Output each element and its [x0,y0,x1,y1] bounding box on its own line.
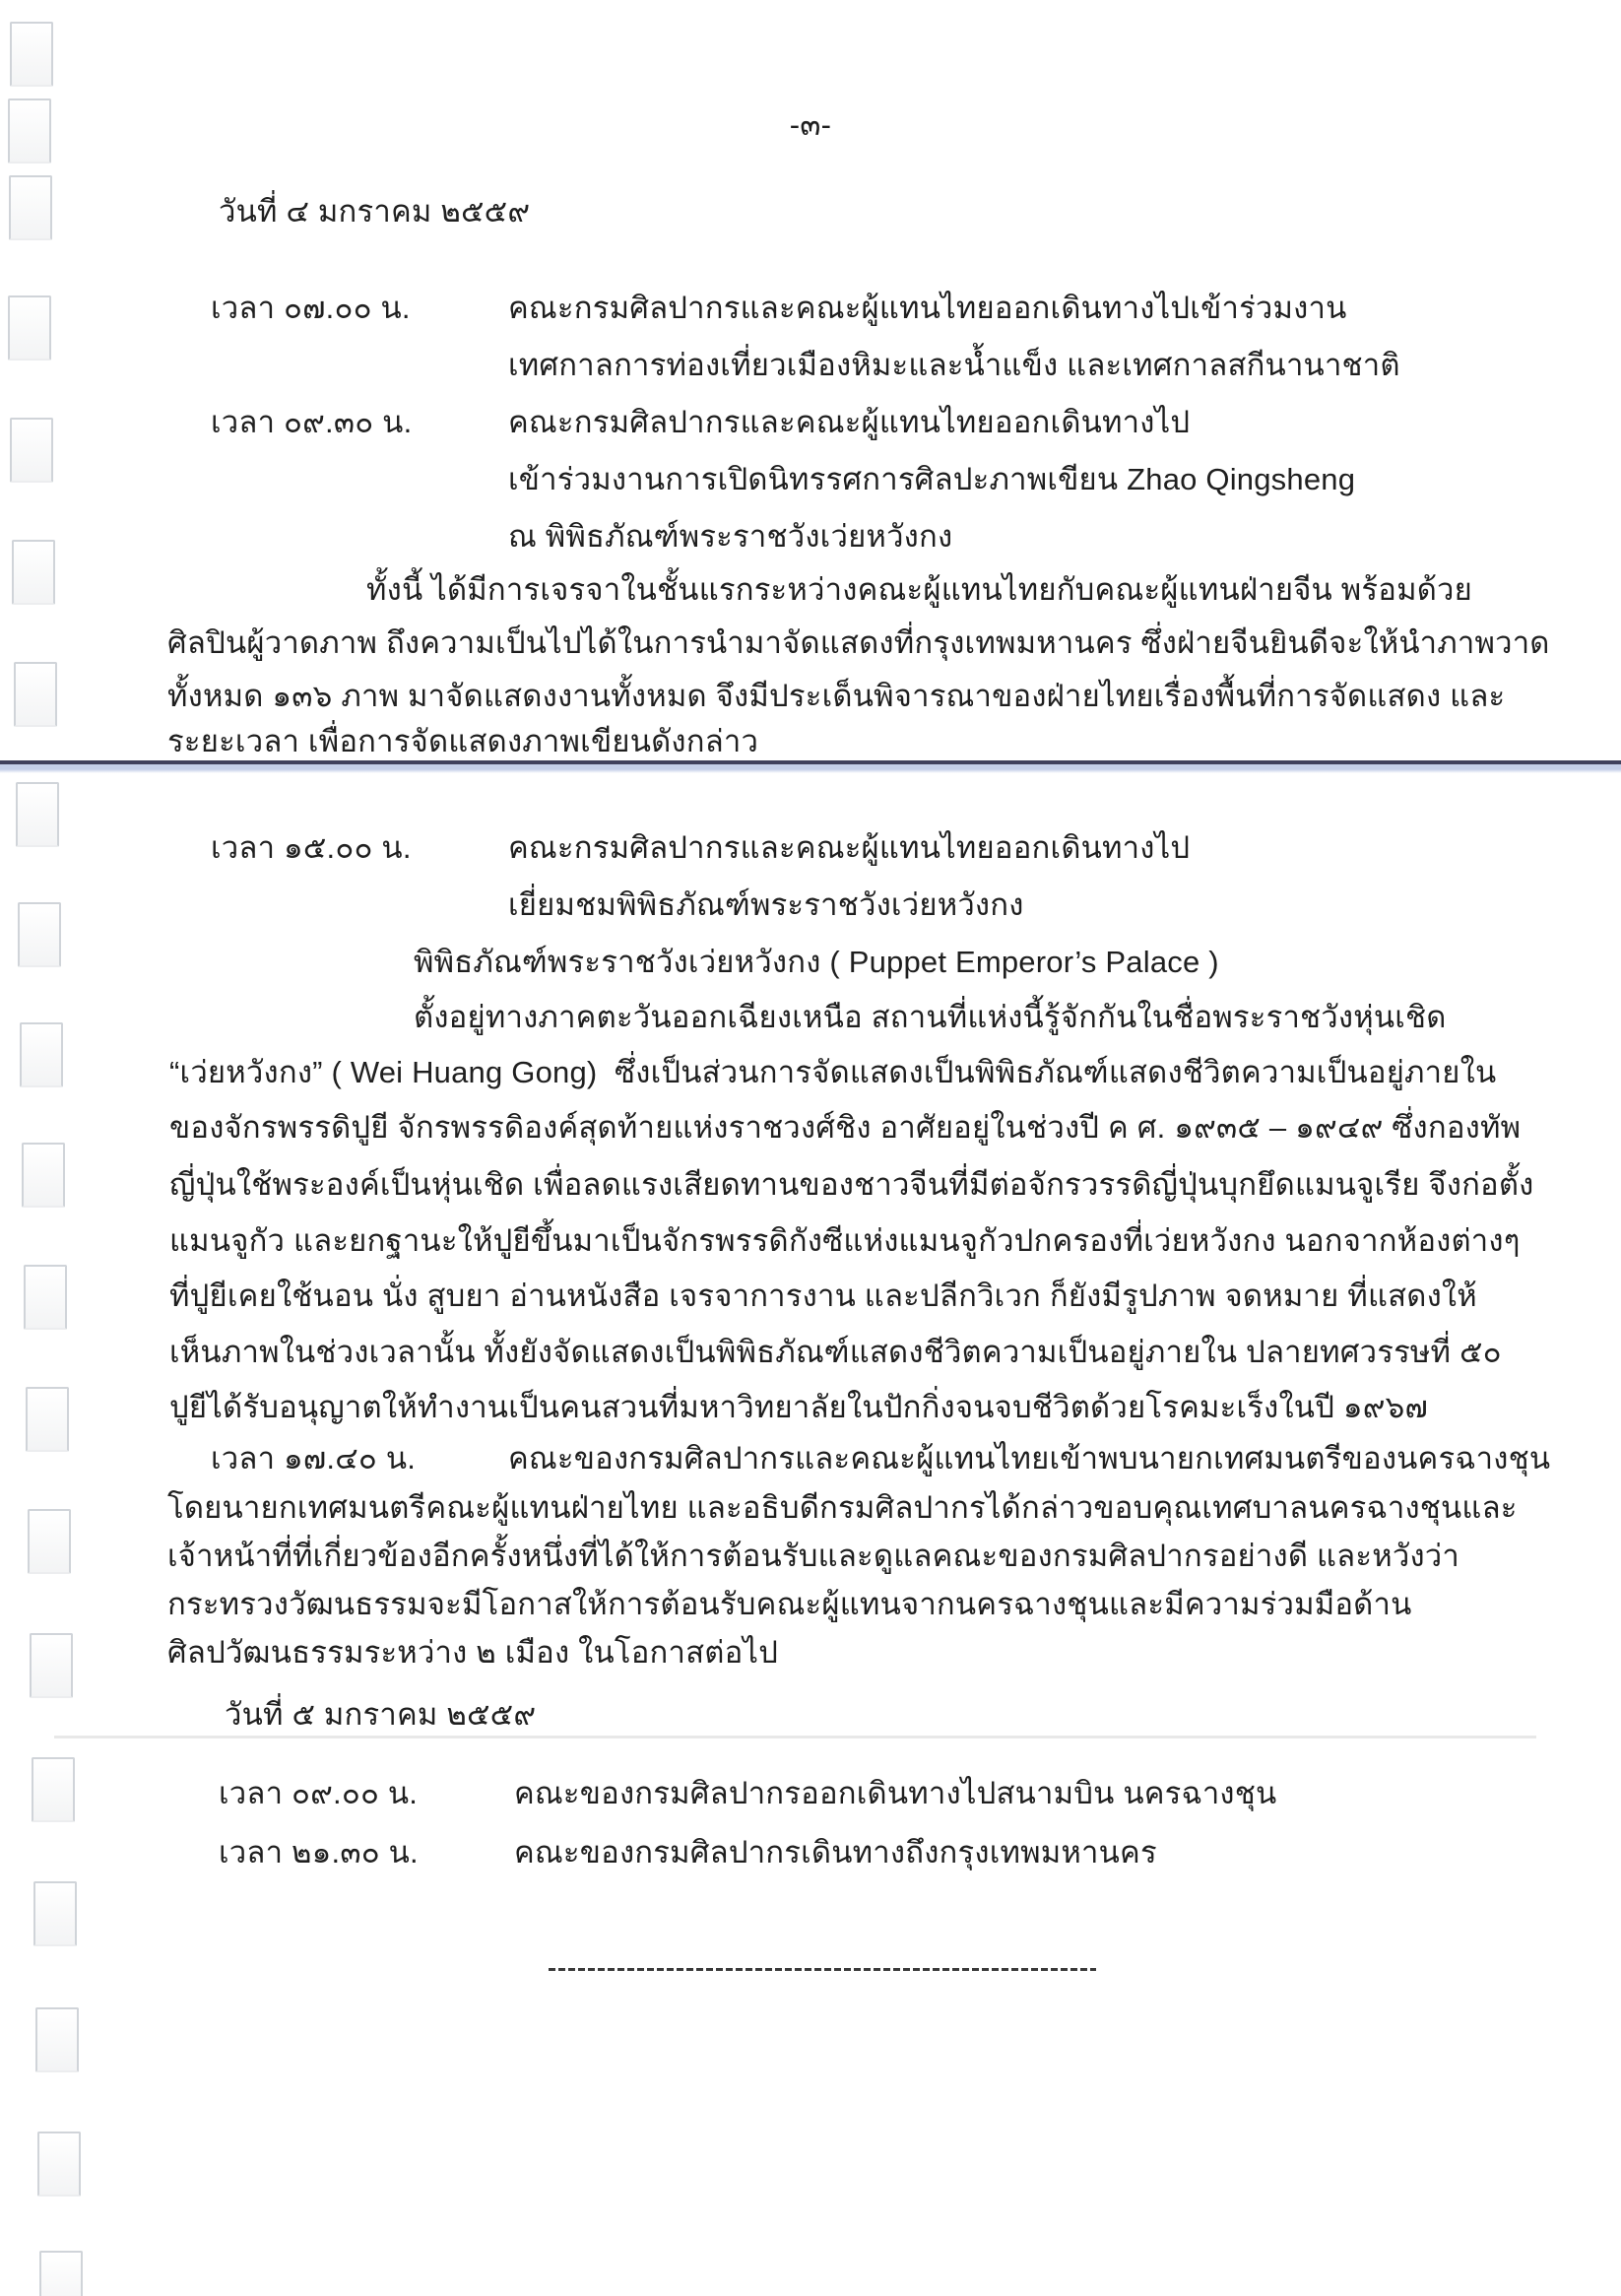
binding-mark [20,1022,63,1087]
negotiation-paragraph-line-3: ทั้งหมด ๑๓๖ ภาพ มาจัดแสดงงานทั้งหมด จึงมีประเด็นพิจารณาของฝ่ายไทยเรื่องพื้นที่การจัดแสดง และ [167,679,1506,713]
negotiation-paragraph-line-4: ระยะเวลา เพื่อการจัดแสดงภาพเขียนดังกล่าว [167,724,759,758]
binding-mark [10,418,53,483]
museum-paragraph-line-2: ตั้งอยู่ทางภาคตะวันออกเฉียงเหนือ สถานที่แห่งนี้รู้จักกันในชื่อพระราชวังหุ่นเชิด [414,1000,1447,1034]
page-number: -๓- [789,107,832,142]
museum-paragraph-line-3: “เว่ยหวังกง” ( Wei Huang Gong) ซึ่งเป็นส่วนการจัดแสดงเป็นพิพิธภัณฑ์แสดงชีวิตความเป็นอยู่ภายใน [169,1055,1497,1089]
binding-mark [37,2132,81,2197]
entry-0700-line-2: เทศกาลการท่องเที่ยวเมืองหิมะและน้ำแข็ง และเทศกาลสกีนานาชาติ [508,348,1400,382]
entry-1740-time: เวลา ๑๗.๔๐ น. [211,1441,417,1476]
binding-mark [32,1757,75,1822]
binding-mark [39,2251,83,2296]
entry-1740-line-3: เจ้าหน้าที่ที่เกี่ยวข้องอีกครั้งหนึ่งที่ได้ให้การต้อนรับและดูแลคณะของกรมศิลปากรอย่างดี และหวังว่า [167,1539,1460,1573]
binding-mark [18,902,61,967]
scan-faint-band [54,1736,1536,1738]
negotiation-paragraph-line-2: ศิลปินผู้วาดภาพ ถึงความเป็นไปได้ในการนำมาจัดแสดงที่กรุงเทพมหานคร ซึ่งฝ่ายจีนยินดีจะให้นำภาพวาด [167,625,1550,660]
binding-mark [14,662,57,727]
museum-paragraph-line-5: ญี่ปุ่นใช้พระองค์เป็นหุ่นเชิด เพื่อลดแรงเสียดทานของชาวจีนที่มีต่อจักรวรรดิญี่ปุ่นบุกยึดแมนจูเรีย จึงก่อตั้ง [169,1167,1534,1202]
entry-0700-line-1: คณะกรมศิลปากรและคณะผู้แทนไทยออกเดินทางไปเข้าร่วมงาน [508,291,1347,325]
entry-1740-line-2: โดยนายกเทศมนตรีคณะผู้แทนฝ่ายไทย และอธิบดีกรมศิลปากรได้กล่าวขอบคุณเทศบาลนครฉางชุนและ [167,1490,1518,1525]
binding-mark [28,1509,71,1574]
entry-1500-line-2: เยี่ยมชมพิพิธภัณฑ์พระราชวังเว่ยหวังกง [508,887,1024,922]
day1-date-heading: วันที่ ๔ มกราคม ๒๕๕๙ [219,194,531,229]
binding-mark [16,782,59,847]
binding-mark [10,22,53,87]
entry-2130-time: เวลา ๒๑.๓๐ น. [219,1835,419,1870]
scan-seam-line [0,760,1621,773]
entry-0700-time: เวลา ๐๗.๐๐ น. [211,291,411,325]
museum-paragraph-line-6: แมนจูกัว และยกฐานะให้ปูยีขึ้นมาเป็นจักรพรรดิกังซีแห่งแมนจูกัวปกครองที่เว่ยหวังกง นอกจากห้องต่างๆ [169,1223,1521,1258]
museum-paragraph-line-7: ที่ปูยีเคยใช้นอน นั่ง สูบยา อ่านหนังสือ เจรจาการงาน และปลีกวิเวก ก็ยังมีรูปภาพ จดหมาย ที่แสดงให้ [169,1279,1477,1313]
entry-1740-line-4: กระทรวงวัฒนธรรมจะมีโอกาสให้การต้อนรับคณะผู้แทนจากนครฉางชุนและมีความร่วมมือด้าน [167,1587,1412,1621]
entry-1740-line-1: คณะของกรมศิลปากรและคณะผู้แทนไทยเข้าพบนายกเทศมนตรีของนครฉางชุน [508,1441,1551,1476]
entry-0900-line-1: คณะของกรมศิลปากรออกเดินทางไปสนามบิน นครฉางชุน [514,1776,1277,1810]
museum-paragraph-line-8: เห็นภาพในช่วงเวลานั้น ทั้งยังจัดแสดงเป็นพิพิธภัณฑ์แสดงชีวิตความเป็นอยู่ภายใน ปลายทศวรรษที่ ๕๐ [169,1335,1502,1369]
binding-mark [22,1143,65,1208]
end-of-document-dashed-rule [549,1968,1096,1971]
binding-mark [9,175,52,240]
entry-0930-time: เวลา ๐๙.๓๐ น. [211,405,413,439]
museum-paragraph-line-1: พิพิธภัณฑ์พระราชวังเว่ยหวังกง ( Puppet Emperor’s Palace ) [414,945,1219,979]
day2-date-heading: วันที่ ๕ มกราคม ๒๕๕๙ [225,1697,537,1732]
entry-0930-line-1: คณะกรมศิลปากรและคณะผู้แทนไทยออกเดินทางไป [508,405,1191,439]
binding-mark [30,1633,73,1698]
binding-mark [24,1265,67,1330]
entry-0900-time: เวลา ๐๙.๐๐ น. [219,1776,419,1810]
entry-1500-line-1: คณะกรมศิลปากรและคณะผู้แทนไทยออกเดินทางไป [508,830,1191,865]
entry-0930-line-2: เข้าร่วมงานการเปิดนิทรรศการศิลปะภาพเขียน Zhao Qingsheng [508,462,1356,496]
entry-0930-line-3: ณ พิพิธภัณฑ์พระราชวังเว่ยหวังกง [508,519,953,554]
binding-mark [12,540,55,605]
binding-mark [35,2007,79,2072]
entry-2130-line-1: คณะของกรมศิลปากรเดินทางถึงกรุงเทพมหานคร [514,1835,1157,1870]
museum-paragraph-line-9: ปูยีได้รับอนุญาตให้ทำงานเป็นคนสวนที่มหาวิทยาลัยในปักกิ่งจนจบชีวิตด้วยโรคมะเร็งในปี ๑๙๖๗ [169,1390,1429,1424]
museum-paragraph-line-4: ของจักรพรรดิปูยี จักรพรรดิองค์สุดท้ายแห่งราชวงศ์ชิง อาศัยอยู่ในช่วงปี ค ศ. ๑๙๓๕ – ๑๙๔๙ ซึ่งกองทัพ [169,1110,1522,1145]
binding-mark [26,1387,69,1452]
binding-mark [8,295,51,361]
entry-1500-time: เวลา ๑๕.๐๐ น. [211,830,412,865]
negotiation-paragraph-line-1: ทั้งนี้ ได้มีการเจรจาในชั้นแรกระหว่างคณะผู้แทนไทยกับคณะผู้แทนฝ่ายจีน พร้อมด้วย [366,572,1473,607]
entry-1740-line-5: ศิลปวัฒนธรรมระหว่าง ๒ เมือง ในโอกาสต่อไป [167,1635,779,1670]
binding-mark [33,1881,77,1946]
